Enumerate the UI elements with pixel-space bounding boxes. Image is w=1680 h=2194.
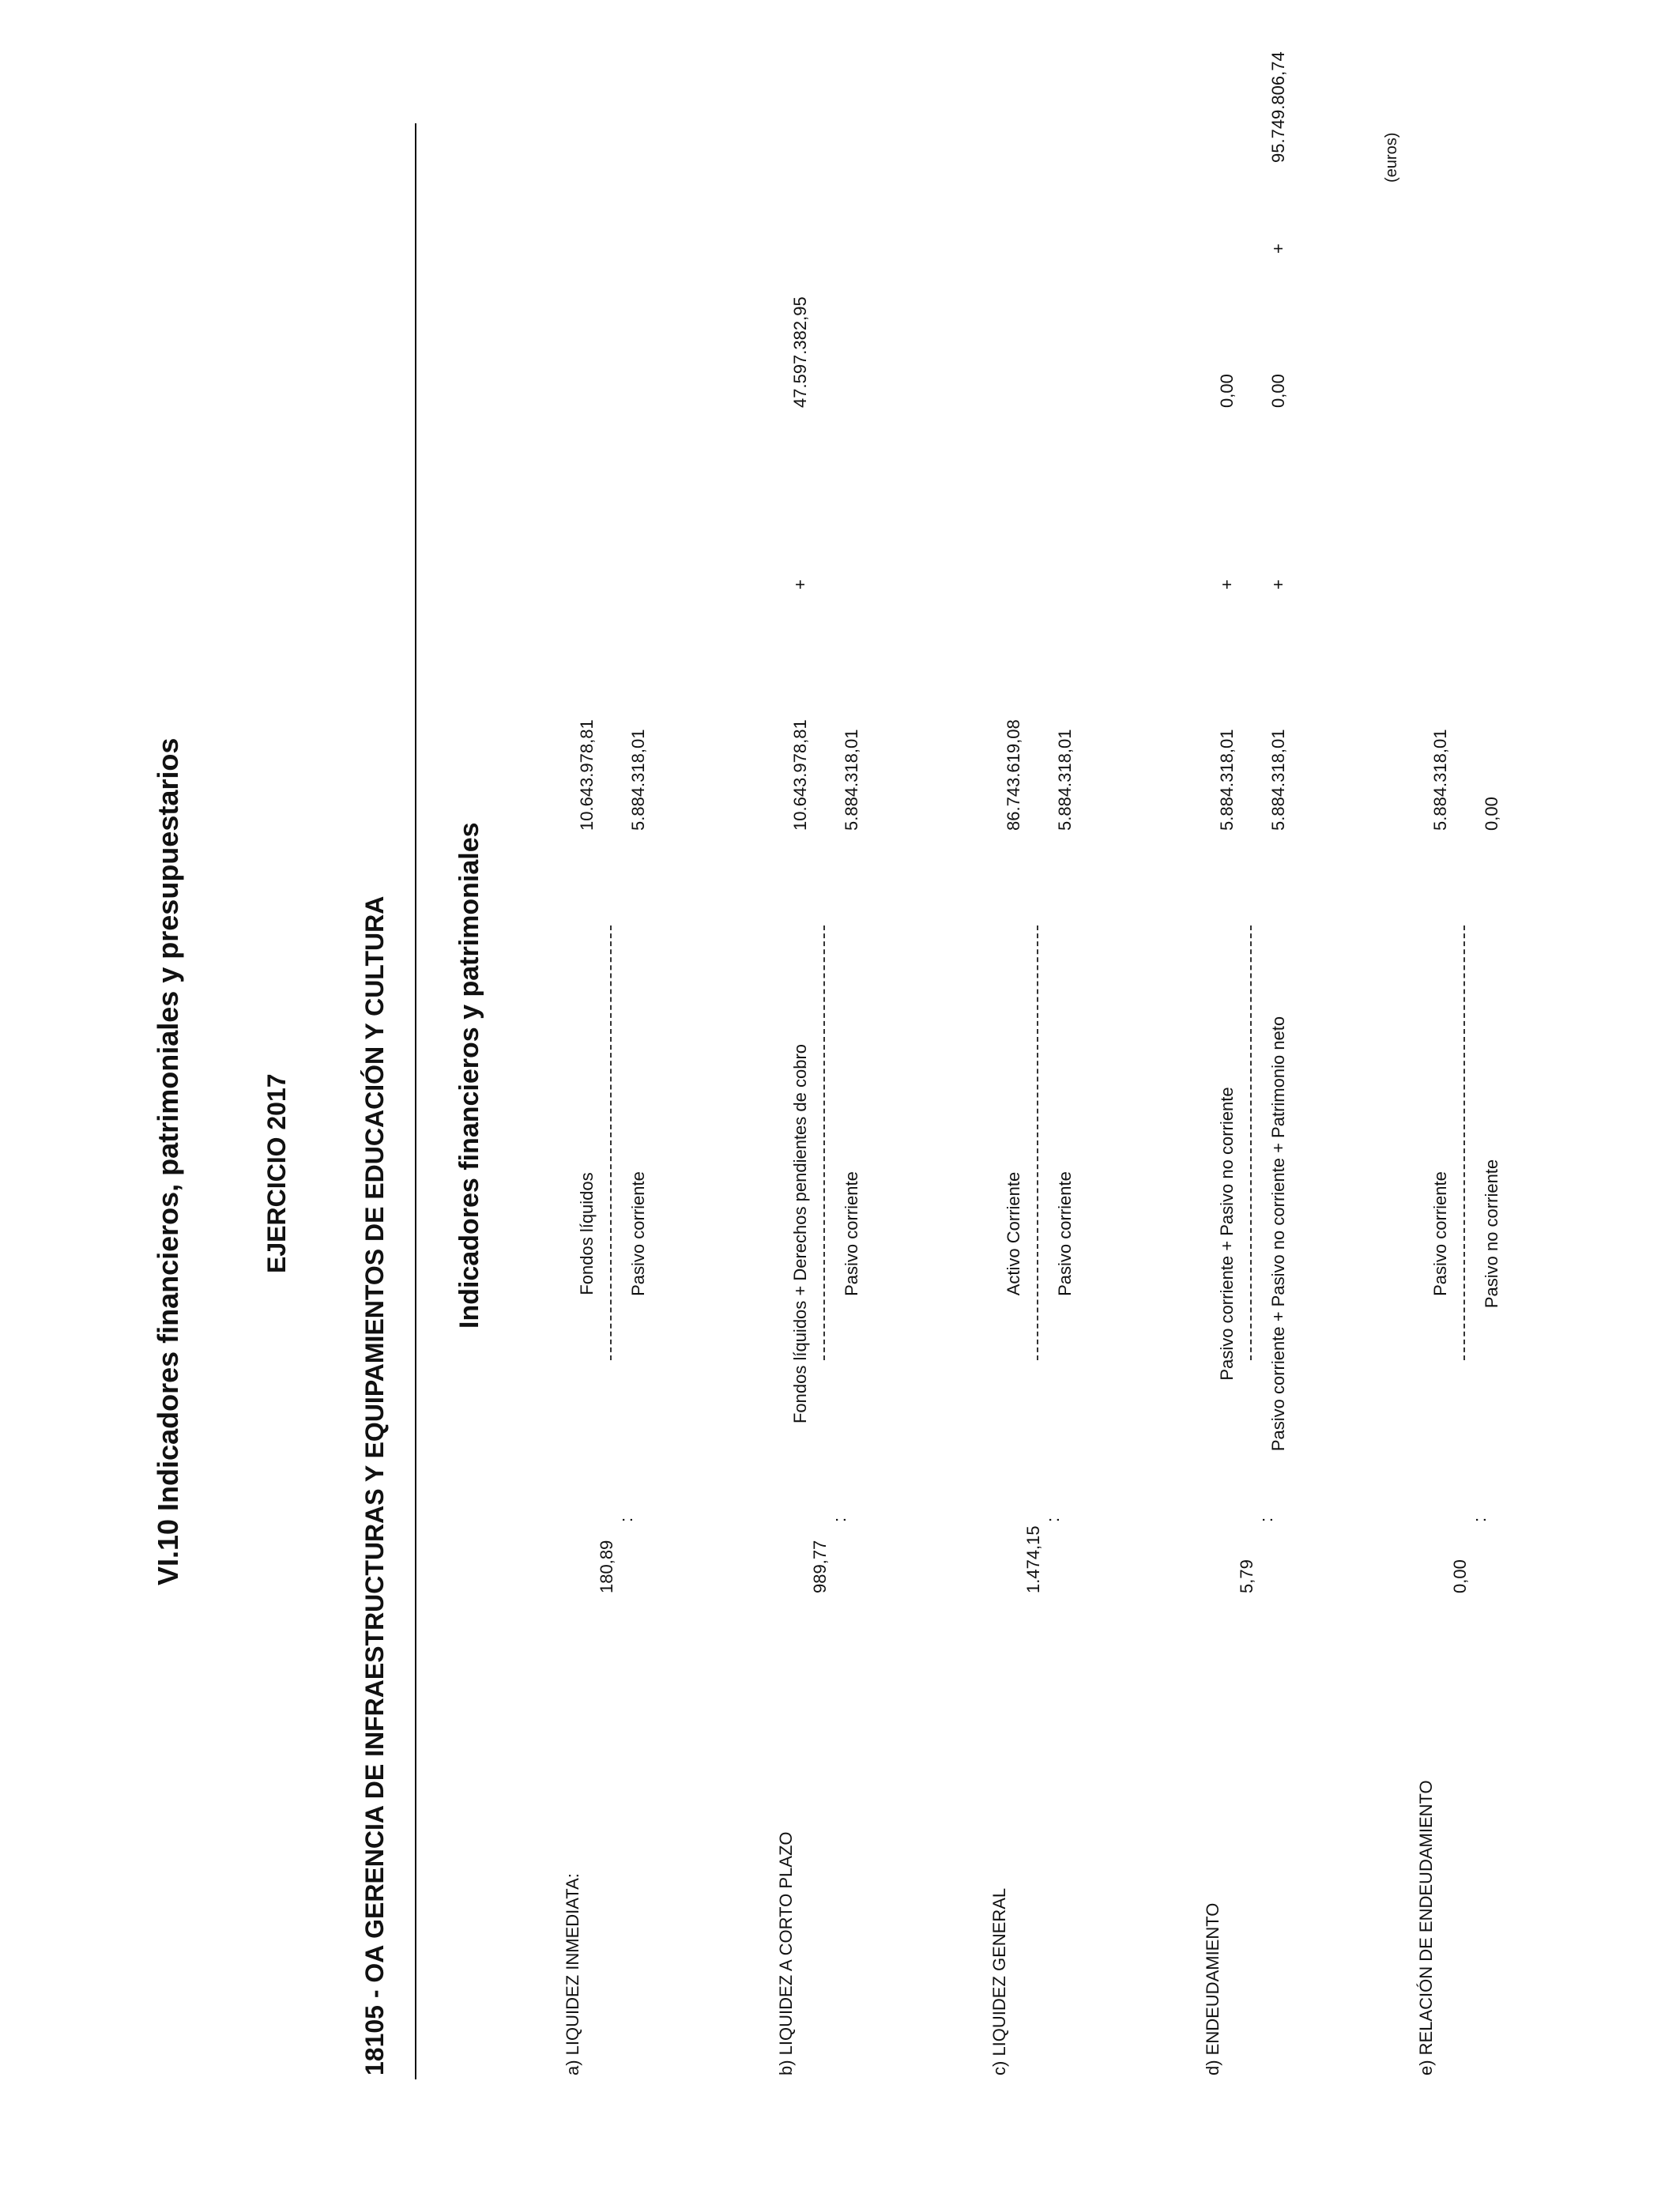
numerator-label: Activo Corriente xyxy=(1004,1171,1023,1296)
denominator-label: Pasivo corriente xyxy=(628,1171,648,1296)
numerator-value: 5.884.318,01 xyxy=(1430,729,1450,831)
denominator-value: 5.884.318,01 xyxy=(1055,729,1075,831)
indicator-colon: : xyxy=(1470,1517,1490,1522)
denominator-value: 0,00 xyxy=(1482,797,1501,831)
entity-name: 18105 - OA GERENCIA DE INFRAESTRUCTURAS Y EQUIPAMIENTOS DE EDUCACIÓN Y CULTURA xyxy=(360,895,389,2075)
numerator-label: Pasivo corriente + Pasivo no corriente xyxy=(1217,1087,1237,1381)
fraction-line xyxy=(823,925,825,1360)
denominator-label: Pasivo corriente xyxy=(842,1171,861,1296)
exercise-year: EJERCICIO 2017 xyxy=(262,1073,291,1273)
indicator-colon: : xyxy=(616,1517,636,1522)
denominator-value: 0,00 xyxy=(1268,374,1288,408)
units-label: (euros) xyxy=(1383,132,1400,183)
indicator-label: c) LIQUIDEZ GENERAL xyxy=(989,1887,1009,2075)
numerator-value: 10.643.978,81 xyxy=(577,719,597,831)
numerator-label: Pasivo corriente xyxy=(1430,1171,1450,1296)
indicator-value: 5,79 xyxy=(1237,1559,1256,1593)
indicator-label: b) LIQUIDEZ A CORTO PLAZO xyxy=(776,1831,796,2075)
denominator-value: 5.884.318,01 xyxy=(1268,729,1288,831)
numerator-label: Fondos líquidos xyxy=(577,1172,597,1295)
fraction-line xyxy=(1250,925,1252,1360)
section-title: Indicadores financieros y patrimoniales xyxy=(454,822,484,1329)
numerator-label: Fondos líquidos + Derechos pendientes de cobro xyxy=(790,1043,810,1424)
indicator-colon: : xyxy=(1043,1517,1063,1522)
denominator-value: 5.884.318,01 xyxy=(628,729,648,831)
denominator-value: 5.884.318,01 xyxy=(842,729,861,831)
fraction-line xyxy=(1463,925,1465,1360)
numerator-value: 0,00 xyxy=(1217,374,1237,408)
plus-sign: + xyxy=(1217,579,1237,590)
denominator-value: 95.749.806,74 xyxy=(1268,51,1288,163)
denominator-label: Pasivo corriente xyxy=(1055,1171,1075,1296)
plus-sign: + xyxy=(790,579,810,590)
denominator-label: Pasivo corriente + Pasivo no corriente + Patrimonio neto xyxy=(1268,1016,1288,1452)
indicator-colon: : xyxy=(1256,1517,1276,1522)
indicator-value: 180,89 xyxy=(597,1540,616,1593)
indicator-label: d) ENDEUDAMIENTO xyxy=(1203,1902,1222,2075)
indicator-colon: : xyxy=(830,1517,849,1522)
indicator-label: e) RELACIÓN DE ENDEUDAMIENTO xyxy=(1416,1780,1436,2075)
numerator-value: 10.643.978,81 xyxy=(790,719,810,831)
indicator-value: 0,00 xyxy=(1450,1559,1470,1593)
plus-sign: + xyxy=(1268,579,1288,590)
numerator-value: 5.884.318,01 xyxy=(1217,729,1237,831)
numerator-value: 86.743.619,08 xyxy=(1004,719,1023,831)
header-rule xyxy=(415,123,416,2079)
report-title: VI.10 Indicadores financieros, patrimoniales y presupuestarios xyxy=(152,737,184,1585)
denominator-label: Pasivo no corriente xyxy=(1482,1159,1501,1309)
fraction-line xyxy=(610,925,612,1360)
plus-sign: + xyxy=(1268,243,1288,254)
numerator-value: 47.597.382,95 xyxy=(790,296,810,408)
indicator-value: 1.474,15 xyxy=(1023,1525,1043,1593)
indicator-value: 989,77 xyxy=(810,1540,830,1593)
fraction-line xyxy=(1037,925,1038,1360)
indicator-label: a) LIQUIDEZ INMEDIATA: xyxy=(563,1873,582,2075)
